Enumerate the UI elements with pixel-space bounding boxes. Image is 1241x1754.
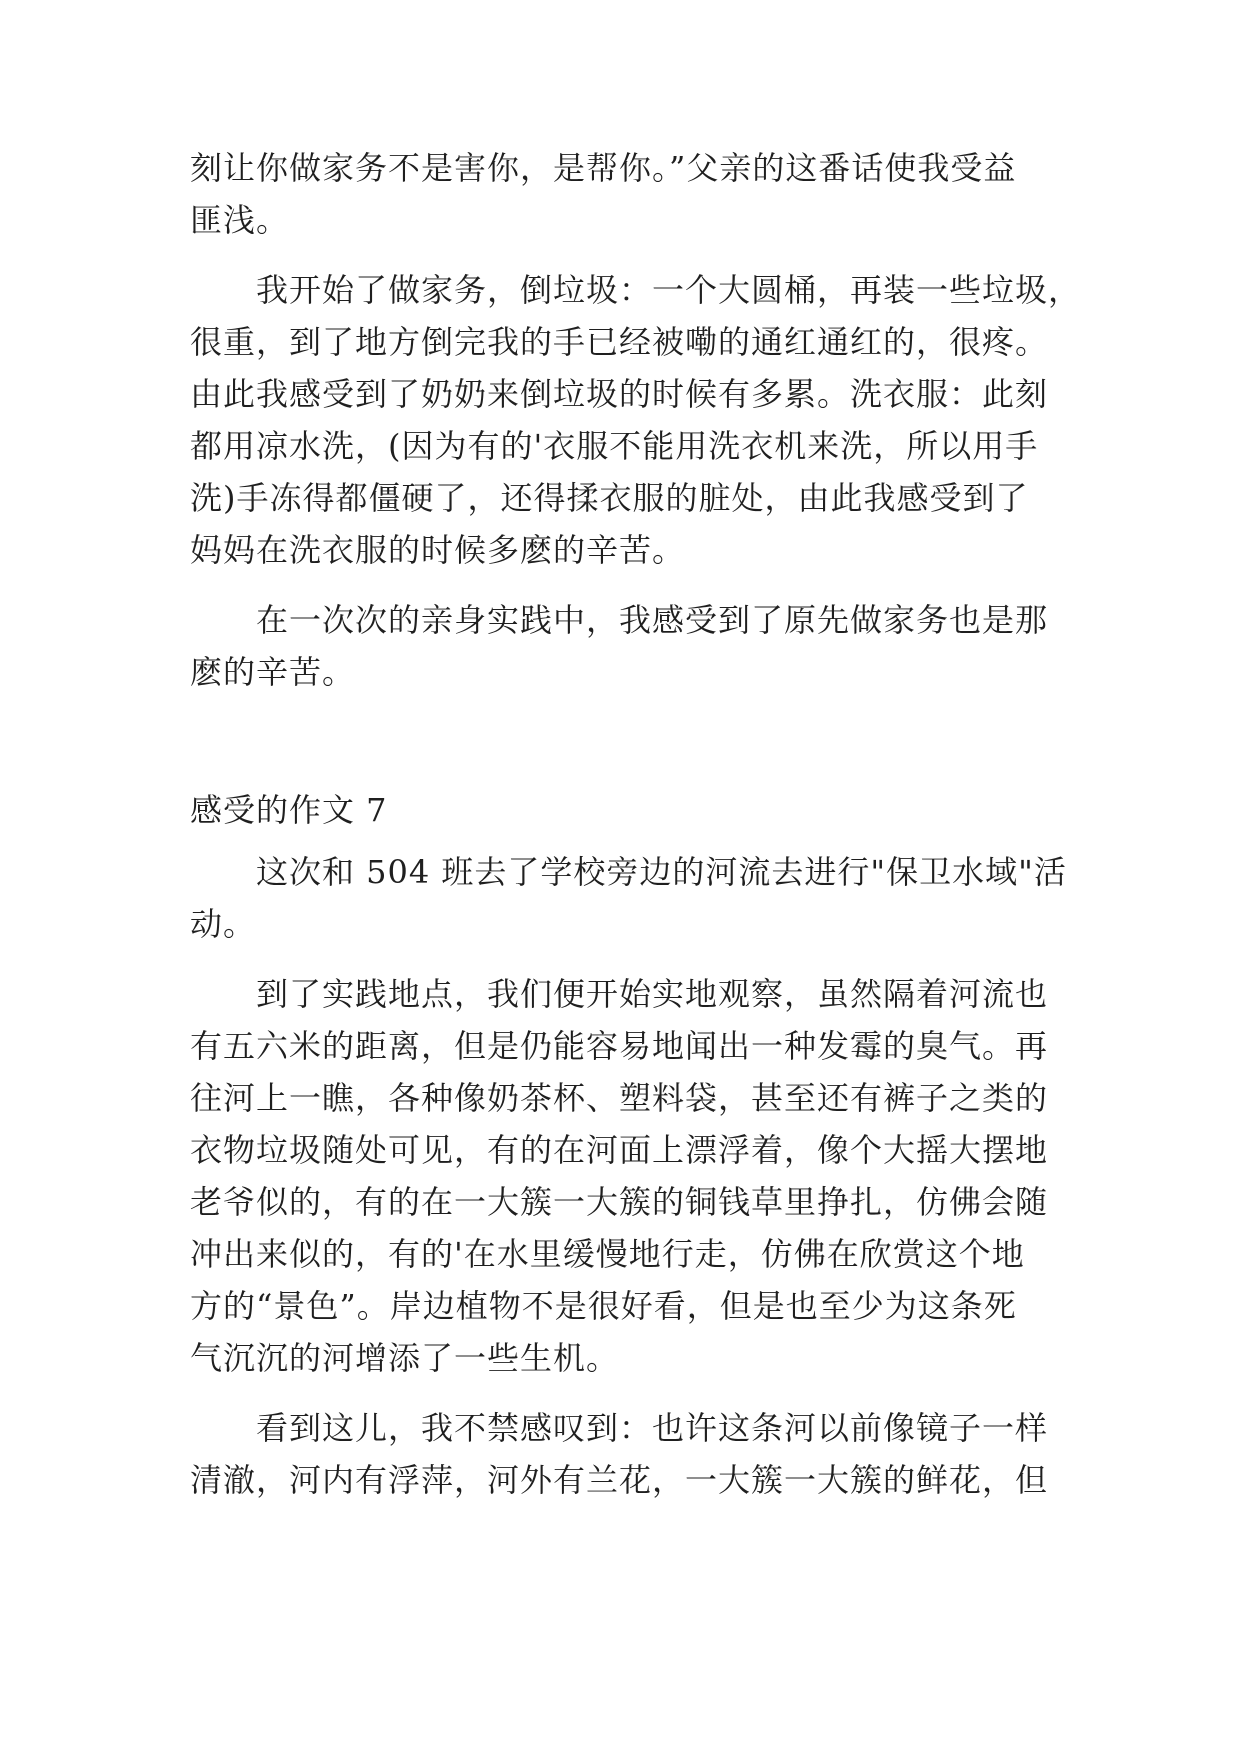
paragraph-start-line: 看到这儿，我不禁感叹到：也许这条河以前像镜子一样 xyxy=(256,1409,1049,1447)
text-line: 冲出来似的，有的'在水里缓慢地行走，仿佛在欣赏这个地 xyxy=(190,1235,1025,1273)
text-line: 老爷似的，有的在一大簇一大簇的铜钱草里挣扎，仿佛会随 xyxy=(190,1183,1049,1221)
text-line: 妈妈在洗衣服的时候多麽的辛苦。 xyxy=(190,531,686,569)
text-line: 往河上一瞧，各种像奶茶杯、塑料袋，甚至还有裤子之类的 xyxy=(190,1079,1049,1117)
text-line: 气沉沉的河增添了一些生机。 xyxy=(190,1339,620,1377)
paragraph-start-line: 这次和 504 班去了学校旁边的河流去进行"保卫水域"活 xyxy=(256,853,1067,891)
text-line: 洗)手冻得都僵硬了，还得揉衣服的脏处，由此我感受到了 xyxy=(190,479,1029,517)
paragraph-start-line: 在一次次的亲身实践中，我感受到了原先做家务也是那 xyxy=(256,601,1049,639)
text-line: 由此我感受到了奶奶来倒垃圾的时候有多累。洗衣服：此刻 xyxy=(190,375,1049,413)
text-line: 麽的辛苦。 xyxy=(190,653,356,691)
text-line: 刻让你做家务不是害你，是帮你。”父亲的这番话使我受益 xyxy=(190,149,1017,187)
paragraph-start-line: 我开始了做家务，倒垃圾：一个大圆桶，再装一些垃圾， xyxy=(256,271,1082,309)
text-line: 方的“景色”。岸边植物不是很好看，但是也至少为这条死 xyxy=(190,1287,1017,1325)
section-heading: 感受的作文 7 xyxy=(190,791,388,829)
text-line: 清澈，河内有浮萍，河外有兰花，一大簇一大簇的鲜花，但 xyxy=(190,1461,1049,1499)
text-line: 衣物垃圾随处可见，有的在河面上漂浮着，像个大摇大摆地 xyxy=(190,1131,1049,1169)
text-line: 动。 xyxy=(190,905,257,943)
text-line: 有五六米的距离，但是仍能容易地闻出一种发霉的臭气。再 xyxy=(190,1027,1049,1065)
text-line: 很重，到了地方倒完我的手已经被嘞的通红通红的，很疼。 xyxy=(190,323,1049,361)
text-line: 匪浅。 xyxy=(190,201,290,239)
text-line: 都用凉水洗，(因为有的'衣服不能用洗衣机来洗，所以用手 xyxy=(190,427,1039,465)
paragraph-start-line: 到了实践地点，我们便开始实地观察，虽然隔着河流也 xyxy=(256,975,1049,1013)
